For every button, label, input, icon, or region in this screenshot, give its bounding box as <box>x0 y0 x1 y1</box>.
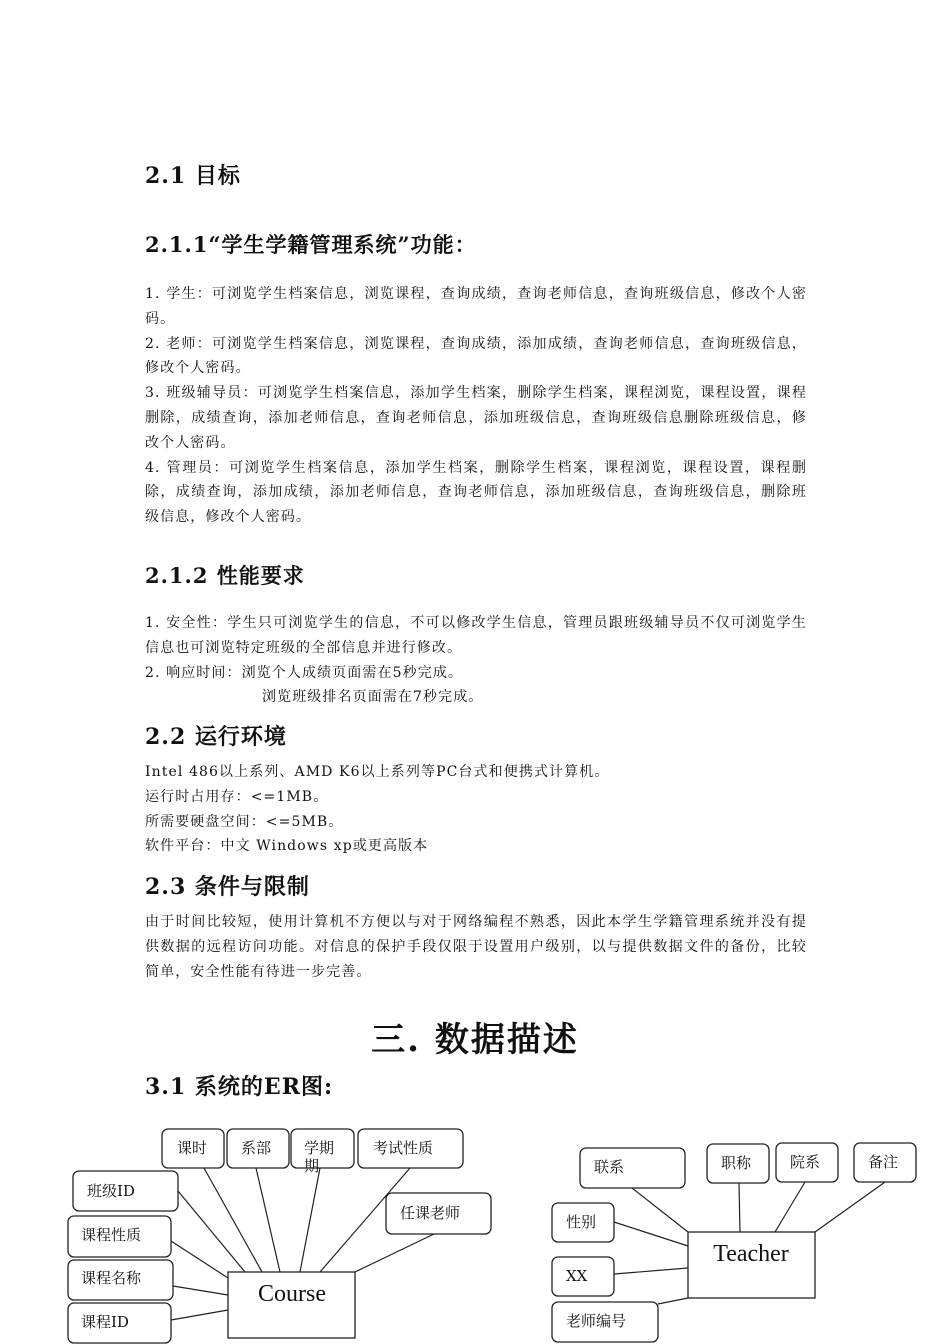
function-item-student: 1. 学生：可浏览学生档案信息，浏览课程，查询成绩，查询老师信息，查询班级信息，修改个人密码。 <box>145 286 807 327</box>
teacher-attr-notes <box>854 1143 916 1182</box>
svg-text:课程名称: 课程名称 <box>81 1269 142 1287</box>
teacher-attr-teacher-id <box>552 1302 658 1342</box>
heading-2-1-1: 2.1.1“学生学籍管理系统”功能： <box>145 232 477 257</box>
heading-3-1: 3.1 系统的ER图: <box>145 1074 334 1100</box>
svg-text:联系: 联系 <box>594 1158 625 1176</box>
svg-text:系部: 系部 <box>241 1139 272 1157</box>
constraints-paragraph <box>145 910 807 984</box>
course-attr-course-id <box>68 1303 171 1343</box>
teacher-attr-title <box>707 1144 769 1183</box>
chapter-3-title: 三. 数据描述 <box>371 1020 579 1060</box>
constraints-text: 由于时间比较短，使用计算机不方便以与对于网络编程不熟悉，因此本学生学籍管理系统并没有提供数据的远程访问功能。对信息的保护手段仅限于设置用户级别，以与提供数据文件的备份，比较简单，安全性能有待进一步完善。 <box>145 914 807 980</box>
svg-text:课程性质: 课程性质 <box>81 1226 142 1244</box>
environment-line-memory: 运行时占用存：<=1MB。 <box>145 788 329 805</box>
svg-text:课时: 课时 <box>177 1139 208 1157</box>
svg-text:班级ID: 班级ID <box>87 1182 135 1200</box>
teacher-entity <box>688 1232 815 1298</box>
function-item-teacher: 2. 老师：可浏览学生档案信息，浏览课程，查询成绩，添加成绩，查询老师信息，查询班级信息，修改个人密码。 <box>145 335 807 377</box>
course-attr-hours <box>162 1129 224 1168</box>
course-attr-course-name <box>68 1260 173 1300</box>
heading-2-2: 2.2 运行环境 <box>145 724 287 750</box>
function-list <box>145 282 807 530</box>
heading-2-1-2: 2.1.2 性能要求 <box>145 563 305 588</box>
environment-line-software: 软件平台：中文 Windows xp或更高版本 <box>145 838 429 855</box>
svg-text:备注: 备注 <box>868 1153 899 1171</box>
course-entity <box>228 1272 355 1338</box>
teacher-attr-gender <box>552 1203 614 1242</box>
svg-text:院系: 院系 <box>790 1153 821 1171</box>
teacher-attr-contact <box>580 1148 685 1188</box>
function-item-counselor: 3. 班级辅导员：可浏览学生档案信息，添加学生档案，删除学生档案，课程浏览，课程设置，课程删除，成绩查询，添加老师信息，查询老师信息，添加班级信息，查询班级信息删除班级信息，修改个人密码。 <box>145 385 807 451</box>
course-attr-course-nature <box>68 1216 171 1257</box>
svg-text:学期: 学期 <box>304 1139 335 1157</box>
performance-list <box>145 611 807 710</box>
course-attr-department <box>227 1129 289 1168</box>
teacher-attr-xx <box>552 1257 614 1296</box>
course-entity-label: Course <box>258 1281 326 1307</box>
svg-text:老师编号: 老师编号 <box>566 1312 627 1330</box>
performance-item-response-ranking: 浏览班级排名页面需在7秒完成。 <box>262 689 484 706</box>
teacher-attr-faculty <box>776 1143 838 1182</box>
heading-2-1: 2.1 目标 <box>145 163 241 189</box>
environment-line-hardware: Intel 486以上系列、AMD K6以上系列等PC台式和便携式计算机。 <box>145 764 610 780</box>
function-item-admin: 4. 管理员：可浏览学生档案信息，添加学生档案，删除学生档案，课程浏览，课程设置，课程删除，成绩查询，添加成绩，添加老师信息，查询老师信息，添加班级信息，查询班级信息，删除班级信息，修改个人密码。 <box>145 459 807 526</box>
svg-text:考试性质: 考试性质 <box>373 1139 434 1157</box>
svg-text:XX: XX <box>566 1267 588 1285</box>
svg-text:课程ID: 课程ID <box>81 1313 129 1331</box>
teacher-entity-label: Teacher <box>713 1241 789 1267</box>
svg-text:职称: 职称 <box>721 1154 752 1172</box>
course-attr-instructor <box>386 1193 491 1234</box>
course-attr-semester <box>291 1129 354 1175</box>
course-attr-class-id <box>73 1171 178 1211</box>
course-attr-semester-overflow: 期 <box>304 1157 320 1175</box>
environment-list <box>145 760 807 859</box>
course-attr-exam-type <box>358 1129 463 1168</box>
performance-item-response: 2. 响应时间：浏览个人成绩页面需在5秒完成。 <box>145 664 464 681</box>
heading-2-3: 2.3 条件与限制 <box>145 874 310 900</box>
er-diagram <box>0 1120 950 1344</box>
environment-line-disk: 所需要硬盘空间：<=5MB。 <box>145 813 344 830</box>
performance-item-security: 1. 安全性：学生只可浏览学生的信息，不可以修改学生信息，管理员跟班级辅导员不仅可浏览学生信息也可浏览特定班级的全部信息并进行修改。 <box>145 615 807 656</box>
svg-text:性别: 性别 <box>566 1213 597 1231</box>
svg-text:任课老师: 任课老师 <box>400 1204 461 1222</box>
